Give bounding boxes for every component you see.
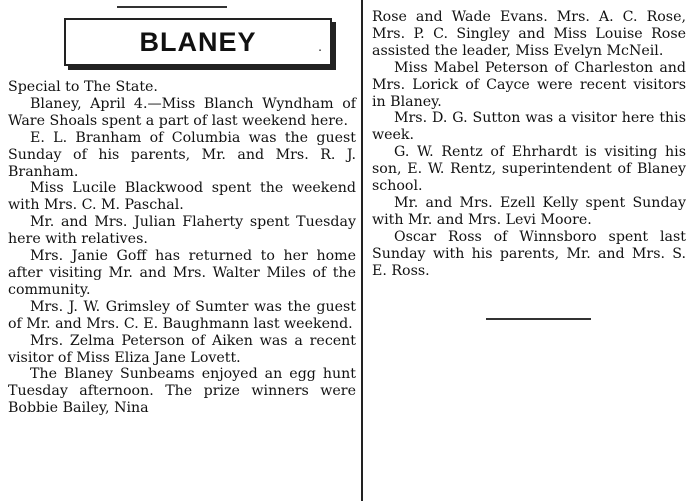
left-article-body	[8, 79, 356, 417]
column-divider	[361, 0, 363, 501]
end-rule	[486, 318, 591, 320]
paragraph: G. W. Rentz of Ehrhardt is visiting his son, E. W. Rentz, superintendent of Blaney school.	[372, 144, 686, 195]
headline-box	[64, 18, 332, 66]
paragraph: Oscar Ross of Winnsboro spent last Sunday with his parents, Mr. and Mrs. S. E. Ross.	[372, 228, 686, 279]
paragraph: The Blaney Sunbeams enjoyed an egg hunt Tuesday afternoon. The prize winners were Bobbie Bailey, Nina	[8, 366, 356, 417]
top-rule	[117, 6, 227, 8]
right-article-body	[372, 9, 686, 280]
paragraph: Mrs. D. G. Sutton was a visitor here this week.	[372, 110, 686, 144]
paragraph: Blaney, April 4.—Miss Blanch Wyndham of Ware Shoals spent a part of last weekend here.	[8, 95, 356, 129]
paragraph: Rose and Wade Evans. Mrs. A. C. Rose, Mrs. P. C. Singley and Miss Louise Rose assisted the leader, Miss Evelyn McNeil.	[372, 9, 686, 59]
byline: Special to The State.	[8, 79, 158, 95]
paragraph: E. L. Branham of Columbia was the guest Sunday of his parents, Mr. and Mrs. R. J. Branham.	[8, 129, 356, 180]
headline-mark: .	[318, 40, 322, 54]
paragraph: Mr. and Mrs. Julian Flaherty spent Tuesday here with relatives.	[8, 214, 356, 248]
right-column	[368, 0, 690, 501]
left-column	[2, 0, 360, 501]
paragraph: Miss Mabel Peterson of Charleston and Mrs. Lorick of Cayce were recent visitors in Blaney.	[372, 59, 686, 110]
paragraph: Mrs. Zelma Peterson of Aiken was a recent visitor of Miss Eliza Jane Lovett.	[8, 332, 356, 366]
paragraph: Mrs. Janie Goff has returned to her home after visiting Mr. and Mrs. Walter Miles of the community.	[8, 248, 356, 298]
paragraph: Mrs. J. W. Grimsley of Sumter was the guest of Mr. and Mrs. C. E. Baughmann last weekend.	[8, 298, 356, 332]
headline-title: BLANEY	[139, 27, 257, 57]
paragraph: Mr. and Mrs. Ezell Kelly spent Sunday with Mr. and Mrs. Levi Moore.	[372, 194, 686, 228]
paragraph: Miss Lucile Blackwood spent the weekend with Mrs. C. M. Paschal.	[8, 180, 356, 214]
